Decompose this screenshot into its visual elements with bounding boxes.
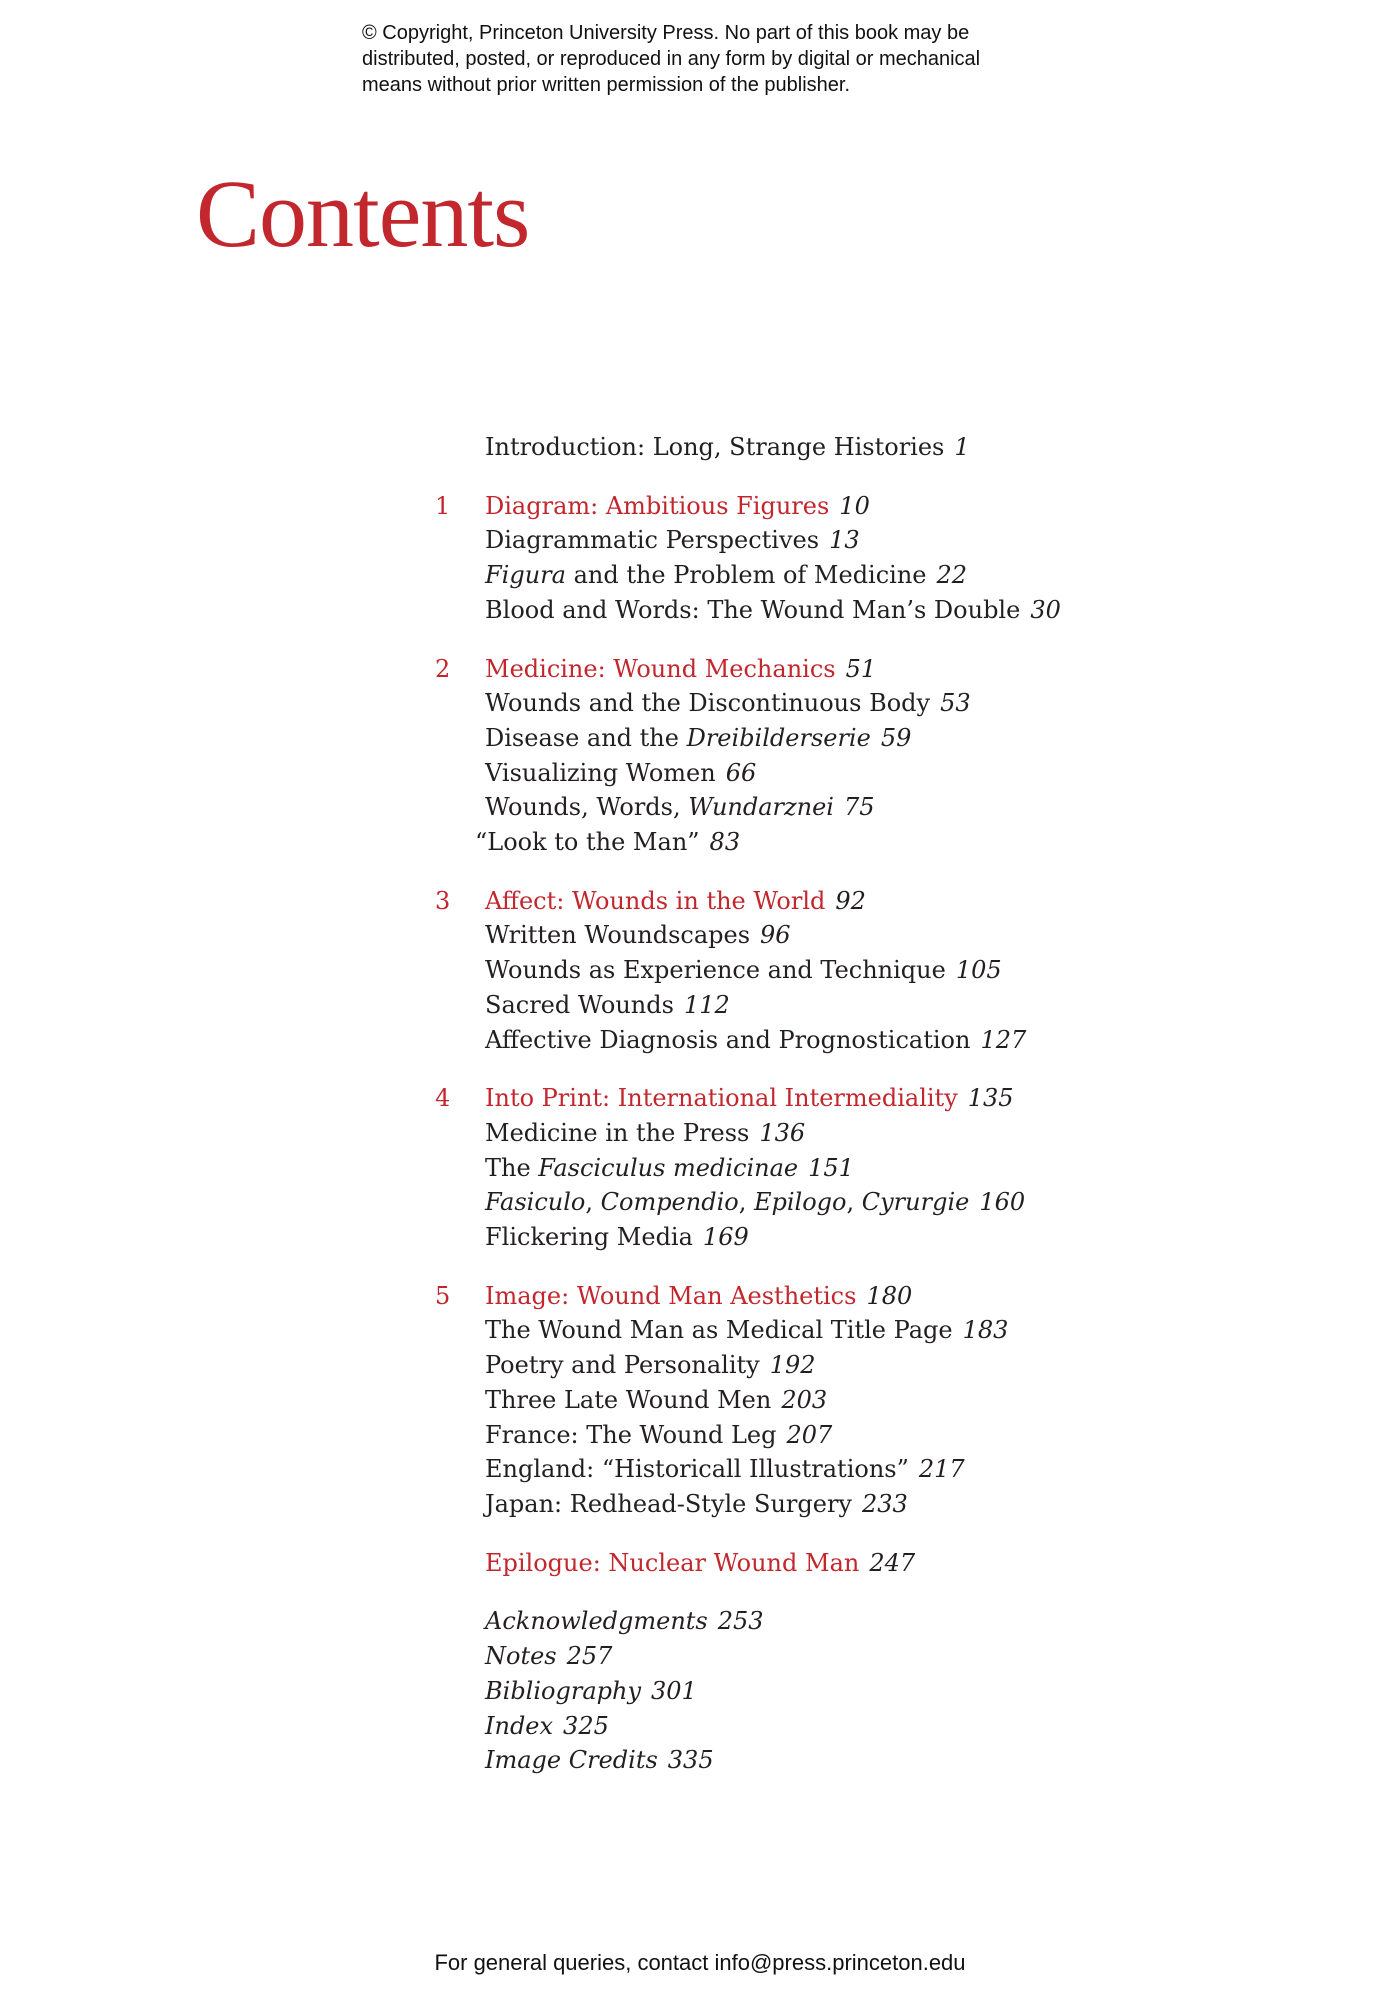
toc-entry-title	[485, 1316, 953, 1344]
toc-entry-row	[430, 1604, 1130, 1639]
toc-title-segment: Sacred Wounds	[485, 990, 674, 1019]
toc-title-segment: Diagrammatic Perspectives	[485, 526, 820, 555]
toc-title-segment: The	[485, 1153, 539, 1182]
table-of-contents	[430, 430, 1130, 1778]
toc-title-segment: and the Problem of Medicine	[565, 561, 927, 590]
page-number: 53	[940, 689, 971, 718]
toc-entry-row	[430, 988, 1130, 1023]
toc-entry-row	[430, 1743, 1130, 1778]
page-number: 1	[954, 433, 970, 461]
toc-entry-row	[430, 1220, 1130, 1255]
toc-entry-row	[430, 523, 1130, 558]
toc-title-segment: Poetry and Personality	[485, 1351, 760, 1380]
page-number: 301	[651, 1676, 697, 1705]
page-number: 92	[835, 886, 866, 915]
toc-entry-row	[430, 430, 1130, 465]
toc-title-segment: Image Credits	[485, 1746, 658, 1775]
page-number: 151	[808, 1153, 854, 1182]
chapter-number: 3	[435, 886, 451, 915]
toc-entry-title	[485, 793, 834, 821]
toc-title-segment: Affect: Wounds in the World	[485, 886, 826, 915]
toc-entry-title	[485, 655, 836, 683]
page-number: 105	[955, 956, 1002, 985]
toc-title-segment: Fasciculus medicinae	[538, 1153, 799, 1182]
toc-entry-row	[430, 1313, 1130, 1348]
toc-entry-title	[485, 1026, 970, 1054]
toc-title-segment: Cyrurgie	[861, 1188, 970, 1217]
toc-entry-row	[430, 1709, 1130, 1744]
toc-title-segment: Introduction: Long, Strange Histories	[485, 433, 945, 461]
toc-entry-title	[485, 1386, 771, 1414]
toc-entry-row	[430, 721, 1130, 756]
toc-title-segment: Medicine in the Press	[485, 1118, 750, 1147]
toc-entry-row	[430, 1023, 1130, 1058]
toc-chapter-row	[430, 884, 1130, 919]
toc-title-segment: Medicine: Wound Mechanics	[485, 654, 836, 683]
toc-title-segment: Flickering Media	[485, 1223, 693, 1252]
page-number: 257	[566, 1642, 613, 1671]
toc-entry-row	[430, 1452, 1130, 1487]
toc-title-segment: Wounds, Words,	[485, 793, 689, 822]
toc-title-segment: Epilogue: Nuclear Wound Man	[485, 1548, 860, 1577]
page-number: 136	[759, 1118, 806, 1147]
toc-entry-row	[430, 1487, 1130, 1522]
toc-entry-title	[485, 1084, 958, 1112]
page-number: 13	[829, 526, 860, 555]
page-number: 247	[869, 1548, 916, 1577]
toc-entry-title	[485, 689, 930, 717]
toc-entry-title	[485, 1188, 969, 1216]
page-number: 112	[683, 990, 730, 1019]
toc-entry-row	[430, 790, 1130, 825]
toc-title-segment: Written Woundscapes	[485, 921, 751, 950]
toc-chapter-row	[430, 1279, 1130, 1314]
toc-title-segment: Wundarznei	[688, 793, 834, 822]
toc-entry-row	[430, 756, 1130, 791]
toc-chapter-row	[430, 489, 1130, 524]
page-number: 180	[866, 1281, 913, 1310]
toc-title-segment: Figura	[485, 561, 566, 590]
toc-entry-title	[485, 724, 871, 752]
toc-title-segment: Diagram: Ambitious Figures	[485, 491, 830, 520]
page-number: 30	[1030, 595, 1061, 624]
toc-entry-title	[485, 492, 829, 520]
toc-entry-title	[485, 921, 750, 949]
toc-entry-row	[430, 1116, 1130, 1151]
toc-entry-title	[485, 433, 944, 461]
toc-entry-row	[430, 1546, 1130, 1581]
page-number: 207	[786, 1420, 833, 1449]
page-number: 217	[918, 1455, 965, 1484]
toc-title-segment: Three Late Wound Men	[485, 1385, 772, 1414]
toc-entry-title	[485, 1351, 760, 1379]
toc-entry-title	[485, 1549, 859, 1577]
toc-entry-title	[485, 526, 819, 554]
toc-title-segment: Bibliography	[485, 1676, 641, 1705]
page-number: 160	[979, 1188, 1026, 1217]
chapter-number: 4	[435, 1084, 451, 1113]
chapter-number: 5	[435, 1281, 451, 1310]
toc-entry-row	[420, 825, 1130, 860]
toc-chapter-row	[430, 652, 1130, 687]
toc-entry-title	[485, 1642, 557, 1670]
toc-title-segment: ,	[585, 1188, 601, 1217]
toc-entry-title	[485, 1421, 776, 1449]
toc-entry-title	[485, 1455, 909, 1483]
toc-entry-title	[485, 1712, 553, 1740]
page-number: 233	[861, 1489, 908, 1518]
toc-entry-row	[430, 593, 1130, 628]
page-number: 253	[717, 1607, 764, 1636]
toc-title-segment: Wounds and the Discontinuous Body	[485, 689, 931, 718]
toc-entry-row	[430, 953, 1130, 988]
toc-entry-row	[430, 1151, 1130, 1186]
toc-entry-row	[430, 1383, 1130, 1418]
copyright-notice	[362, 20, 1082, 98]
toc-entry-title	[485, 1119, 749, 1147]
toc-title-segment: Image: Wound Man Aesthetics	[485, 1281, 857, 1310]
toc-title-segment: France: The Wound Leg	[485, 1420, 777, 1449]
toc-entry-title	[485, 1607, 708, 1635]
toc-entry-row	[430, 1674, 1130, 1709]
page-number: 22	[936, 561, 968, 590]
page-number: 192	[769, 1351, 816, 1380]
toc-entry-title	[485, 1282, 856, 1310]
toc-entry-title	[485, 887, 825, 915]
toc-title-segment: Fasiculo	[485, 1188, 586, 1217]
toc-entry-title	[485, 1223, 693, 1251]
toc-title-segment: Visualizing Women	[485, 758, 716, 787]
chapter-number: 1	[435, 491, 451, 520]
page-number: 96	[760, 921, 791, 950]
toc-title-segment: Disease and the	[485, 723, 687, 752]
toc-title-segment: Japan: Redhead-Style Surgery	[485, 1489, 852, 1518]
toc-entry-title	[485, 759, 716, 787]
footer-contact: For general queries, contact info@press.princeton.edu	[434, 1950, 966, 1975]
toc-entry-title	[485, 596, 1020, 624]
toc-title-segment: ,	[846, 1188, 862, 1217]
page-number: 66	[725, 758, 757, 787]
toc-entry-title	[485, 1154, 798, 1182]
page-number: 59	[880, 723, 912, 752]
page-number: 75	[843, 793, 875, 822]
toc-entry-row	[430, 1418, 1130, 1453]
toc-title-segment: Blood and Words: The Wound Man’s Double	[485, 595, 1021, 624]
toc-entry-title	[475, 828, 700, 856]
toc-title-segment: England: “Historicall Illustrations”	[485, 1455, 909, 1484]
toc-title-segment: Dreibilderserie	[686, 723, 871, 752]
toc-entry-row	[430, 1348, 1130, 1383]
toc-title-segment: Index	[485, 1711, 554, 1740]
toc-title-segment: Compendio	[600, 1188, 739, 1217]
toc-entry-title	[485, 561, 927, 589]
toc-entry-title	[485, 956, 946, 984]
toc-entry-title	[485, 991, 674, 1019]
page-number: 203	[781, 1385, 828, 1414]
toc-entry-row	[430, 1185, 1130, 1220]
toc-title-segment: Notes	[485, 1642, 557, 1671]
page-number: 51	[845, 654, 877, 683]
chapter-number: 2	[435, 654, 451, 683]
copyright-line: means without prior written permission of the publisher.	[362, 74, 851, 96]
page-number: 335	[667, 1746, 714, 1775]
toc-title-segment: Wounds as Experience and Technique	[485, 956, 946, 985]
toc-title-segment: Epilogo	[753, 1188, 847, 1217]
page-number: 83	[709, 828, 741, 857]
toc-chapter-row	[430, 1081, 1130, 1116]
toc-title-segment: Affective Diagnosis and Prognostication	[485, 1025, 971, 1054]
toc-entry-title	[485, 1746, 658, 1774]
toc-title-segment: Into Print: International Intermediality	[485, 1084, 958, 1113]
toc-title-segment: “Look to the Man”	[475, 828, 700, 857]
page-number: 127	[980, 1025, 1027, 1054]
toc-entry-title	[485, 1490, 852, 1518]
page-number: 10	[839, 491, 870, 520]
toc-title-segment: The Wound Man as Medical Title Page	[485, 1316, 953, 1345]
toc-entry-row	[430, 558, 1130, 593]
page-number: 169	[702, 1223, 749, 1252]
toc-entry-row	[430, 686, 1130, 721]
page-number: 325	[563, 1711, 609, 1740]
toc-title-segment: ,	[738, 1188, 754, 1217]
copyright-line: © Copyright, Princeton University Press. No part of this book may be	[362, 22, 970, 44]
page-number: 183	[962, 1316, 1009, 1345]
page-number: 135	[967, 1084, 1014, 1113]
toc-entry-title	[485, 1677, 641, 1705]
copyright-line: distributed, posted, or reproduced in any form by digital or mechanical	[362, 48, 981, 70]
toc-title-segment: Acknowledgments	[485, 1607, 708, 1636]
toc-entry-row	[430, 918, 1130, 953]
toc-entry-row	[430, 1639, 1130, 1674]
page-title: Contents	[196, 160, 530, 267]
